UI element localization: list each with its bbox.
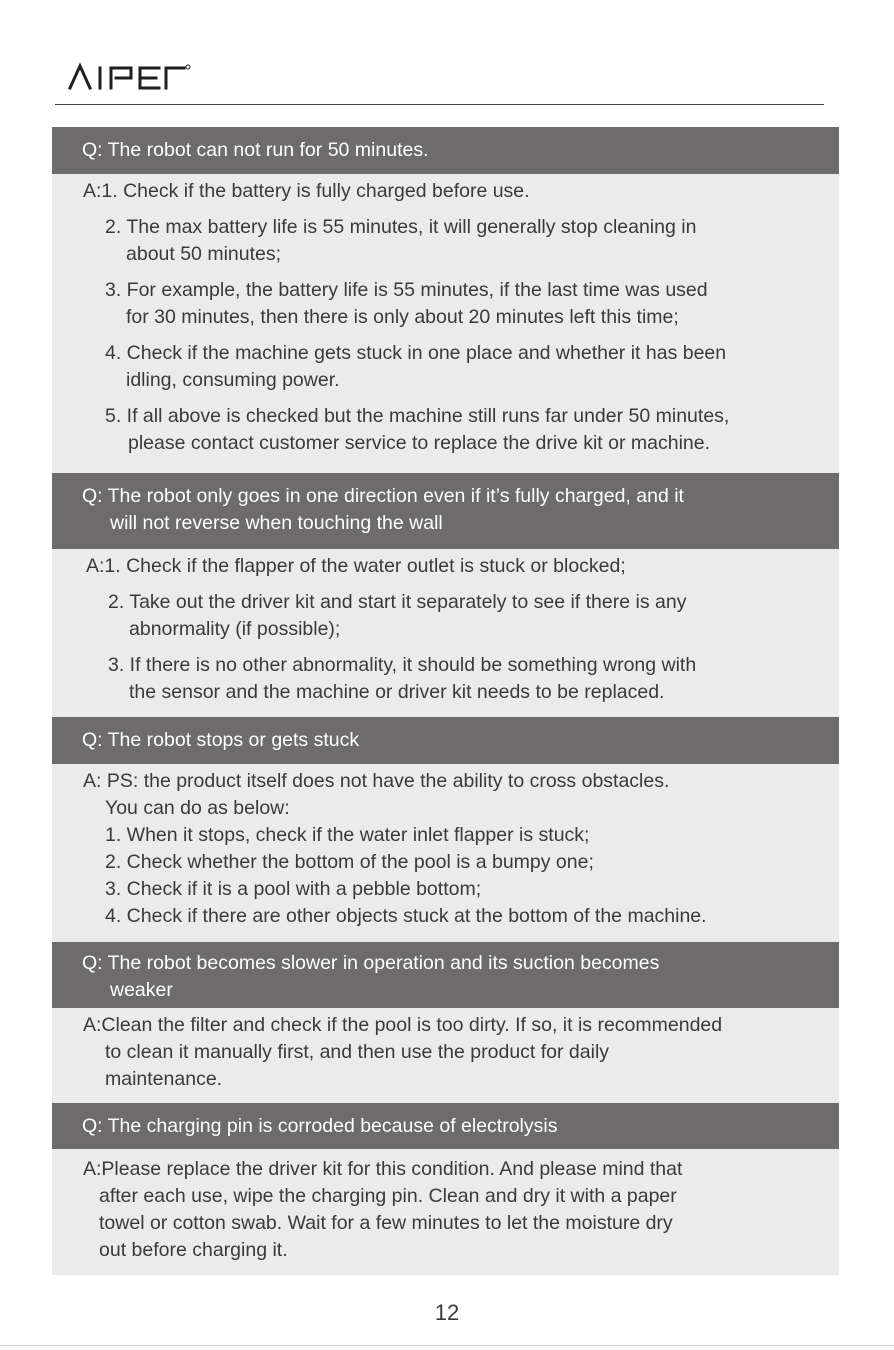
question-bar [52,717,839,764]
answer-line: You can do as below: [105,797,290,819]
faq-section-5 [52,1103,839,1275]
answer-line: 3. For example, the battery life is 55 minutes, if the last time was used [105,279,708,301]
answer-line: out before charging it. [99,1239,288,1261]
question-text: Q: The robot only goes in one direction even if it’s fully charged, and it [82,485,684,507]
faq-section-3 [52,717,839,942]
answer-line: 2. Check whether the bottom of the pool is a bumpy one; [105,851,594,873]
faq-section-1 [52,127,839,473]
answer-line: about 50 minutes; [126,243,282,265]
answer-line: abnormality (if possible); [129,618,341,640]
answer-line: 4. Check if the machine gets stuck in one place and whether it has been [105,342,727,364]
question-bar [52,1103,839,1149]
answer-line: maintenance. [105,1068,223,1090]
answer-line: 1. When it stops, check if the water inlet flapper is stuck; [105,824,590,846]
question-text: Q: The robot can not run for 50 minutes. [82,139,429,161]
question-text: weaker [110,979,173,1001]
answer-line: A:Please replace the driver kit for this condition. And please mind that [83,1158,683,1180]
question-text: Q: The charging pin is corroded because of electrolysis [82,1115,558,1137]
question-text: Q: The robot becomes slower in operation and its suction becomes [82,952,660,974]
answer-line: for 30 minutes, then there is only about 20 minutes left this time; [126,306,679,328]
answer-line: after each use, wipe the charging pin. Clean and dry it with a paper [99,1185,677,1207]
answer-line: A:Clean the filter and check if the pool is too dirty. If so, it is recommended [83,1014,723,1036]
faq-section-4 [52,942,839,1103]
question-bar [52,473,839,549]
answer-line: please contact customer service to replace the drive kit or machine. [128,432,711,454]
answer-block [52,549,839,717]
answer-line: 2. The max battery life is 55 minutes, it will generally stop cleaning in [105,216,697,238]
faq-section-2 [52,473,839,717]
question-bar [52,127,839,174]
aiper-logo [68,60,192,92]
bottom-divider [0,1345,894,1346]
answer-line: 2. Take out the driver kit and start it separately to see if there is any [108,591,687,613]
answer-line: A: PS: the product itself does not have the ability to cross obstacles. [83,770,670,792]
answer-line: 3. Check if it is a pool with a pebble bottom; [105,878,482,900]
answer-block [52,174,839,473]
page-number: 12 [434,1300,460,1325]
answer-line: 4. Check if there are other objects stuck at the bottom of the machine. [105,905,707,927]
answer-line: idling, consuming power. [126,369,340,391]
answer-line: the sensor and the machine or driver kit needs to be replaced. [129,681,665,703]
answer-line: A:1. Check if the battery is fully charged before use. [83,180,530,202]
answer-line: 5. If all above is checked but the machine still runs far under 50 minutes, [105,405,730,427]
answer-line: A:1. Check if the flapper of the water outlet is stuck or blocked; [86,555,626,577]
header-divider [55,104,824,105]
answer-block [52,1008,839,1103]
question-text: Q: The robot stops or gets stuck [82,729,360,751]
question-bar [52,942,839,1008]
answer-block [52,1149,839,1275]
answer-line: towel or cotton swab. Wait for a few minutes to let the moisture dry [99,1212,673,1234]
answer-line: 3. If there is no other abnormality, it should be something wrong with [108,654,697,676]
answer-line: to clean it manually first, and then use the product for daily [105,1041,610,1063]
question-text: will not reverse when touching the wall [110,512,443,534]
answer-block [52,764,839,942]
